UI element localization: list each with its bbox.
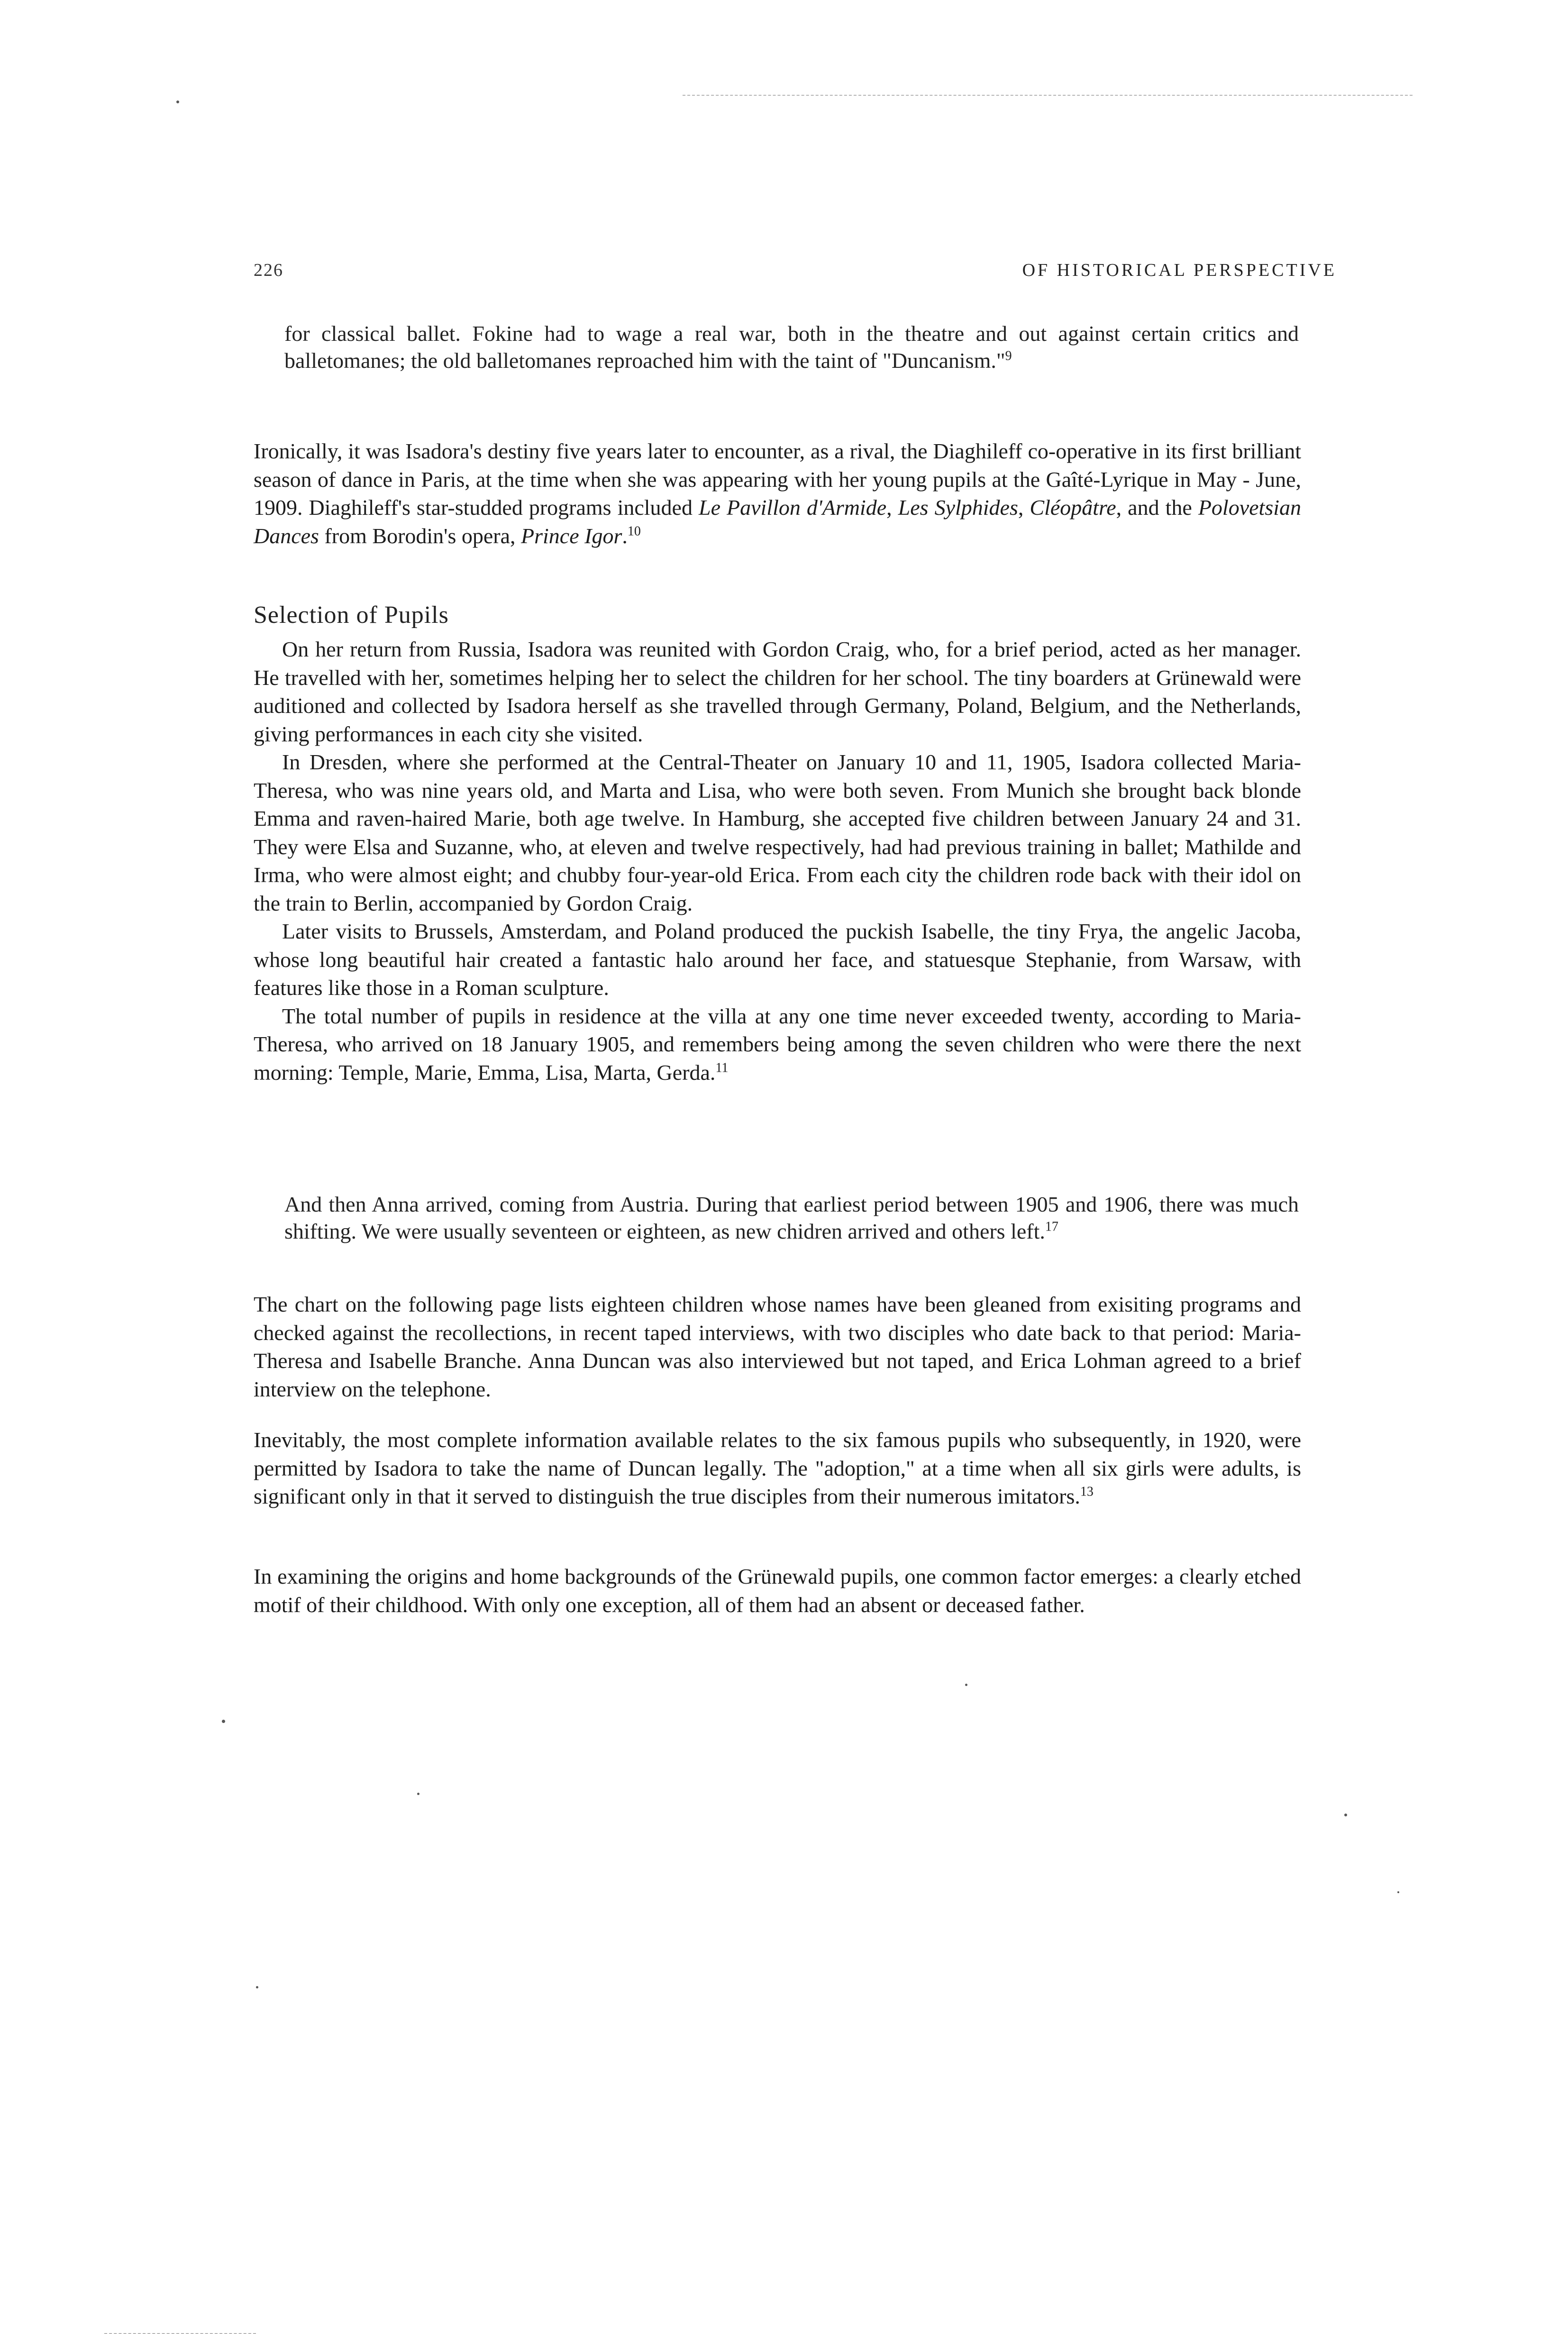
text-run: from Borodin's opera, (319, 523, 521, 548)
text-run: , (886, 495, 898, 520)
quote-fokine-body: for classical ballet. Fokine had to wage a real war, both in the theatre and out against certain critics and balletomanes; the old balletomanes reproached him with the taint of "Duncanism." (284, 321, 1299, 373)
text-run: Ironically, it was Isadora's destiny five years later to encounter, as a rival, the Diaghileff co-operative in its first brilliant season of dance in Paris, at the time when she was appearing with her young pupils at the Gaîté-Lyrique in May - June, 1909. Diaghileff's star-studded programs included (254, 439, 1301, 520)
footnote-ref: 9 (1005, 348, 1012, 364)
page-header (254, 260, 1337, 288)
text-run: , and the (1116, 495, 1198, 520)
paragraph-examining-text: In examining the origins and home backgrounds of the Grünewald pupils, one common factor emerges: a clearly etched motif of their childhood. With only one exception, all of them had an absent or deceased father. (254, 1564, 1301, 1617)
paragraph-ironically-text (254, 437, 1301, 550)
paragraph-total-text: The total number of pupils in residence at the villa at any one time never exceeded twenty, according to Maria-Theresa, who arrived on 18 January 1905, and remembers being among the seven children who were there the next morning: Temple, Marie, Emma, Lisa, Marta, Gerda. (254, 1003, 1301, 1085)
paragraph-inevitably-body: Inevitably, the most complete information available relates to the six famous pupils who subsequently, in 1920, were permitted by Isadora to take the name of Duncan legally. The "adoption," at a time when all six girls were adults, is significant only in that it served to distinguish the true disciples from their numerous imitators. (254, 1428, 1301, 1508)
scan-artifact-line (683, 95, 1413, 96)
scan-artifact-speck (417, 1793, 419, 1795)
paragraph-dresden: In Dresden, where she performed at the Central-Theater on January 10 and 11, 1905, Isadora collected Maria-Theresa, who was nine years old, and Marta and Lisa, who were both seven. From Munich she brought back blonde Emma and raven-haired Marie, both age twelve. In Hamburg, she accepted five children between January 24 and 31. They were Elsa and Suzanne, who, at eleven and twelve respectively, had had previous training in ballet; Mathilde and Irma, who were almost eight; and chubby four-year-old Erica. From each city the children rode back with their idol on the train to Berlin, accompanied by Gordon Craig. (254, 750, 1301, 915)
paragraph-chart (254, 1290, 1301, 1403)
work-title: Les Sylphides (898, 495, 1018, 520)
paragraph-examining (254, 1562, 1301, 1619)
text-run: , (1018, 495, 1030, 520)
paragraph-total-pupils (254, 1002, 1301, 1087)
scan-artifact-speck (256, 1986, 258, 1988)
paragraph-inevitably (254, 1426, 1301, 1511)
quote-anna-body: And then Anna arrived, coming from Austria. During that earliest period between 1905 and 1906, there was much shifting. We were usually seventeen or eighteen, as new chidren arrived and others left. (284, 1192, 1299, 1243)
quote-anna-text (284, 1191, 1299, 1245)
footnote-ref: 10 (627, 524, 641, 539)
scan-artifact-speck (965, 1684, 967, 1686)
work-title: Le Pavillon d'Armide (699, 495, 887, 520)
page-number: 226 (254, 260, 283, 280)
scan-artifact-speck (1397, 1891, 1399, 1893)
section-body (254, 635, 1301, 1086)
paragraph-chart-text: The chart on the following page lists eighteen children whose names have been gleaned from exisiting programs and checked against the recollections, in recent taped interviews, with two disciples who date back to that period: Maria-Theresa and Isabelle Branche. Anna Duncan was also interviewed but not taped, and Erica Lohman agreed to a brief interview on the telephone. (254, 1292, 1301, 1401)
scan-artifact-speck (222, 1720, 225, 1723)
footnote-ref: 17 (1045, 1219, 1058, 1234)
paragraph-ironically (254, 437, 1301, 550)
scan-artifact-speck (1344, 1814, 1347, 1816)
paragraph-return: On her return from Russia, Isadora was reunited with Gordon Craig, who, for a brief period, acted as her manager. He travelled with her, sometimes helping her to select the children for her school. The tiny boarders at Grünewald were auditioned and collected by Isadora herself as she travelled through Germany, Poland, Belgium, and the Netherlands, giving performances in each city she visited. (254, 637, 1301, 746)
running-head: OF HISTORICAL PERSPECTIVE (1022, 260, 1337, 280)
work-title: Cléopâtre (1030, 495, 1116, 520)
scan-artifact-speck (176, 100, 179, 103)
block-quote-fokine (284, 320, 1299, 374)
footnote-ref: 11 (715, 1060, 729, 1076)
quote-fokine-text (284, 320, 1299, 374)
section-heading: Selection of Pupils (254, 602, 449, 629)
work-title: Polovetsian Dances (254, 495, 1302, 548)
block-quote-anna (284, 1191, 1299, 1245)
work-title: Prince Igor (521, 523, 622, 548)
footnote-ref: 13 (1080, 1484, 1094, 1499)
paragraph-later-visits: Later visits to Brussels, Amsterdam, and Poland produced the puckish Isabelle, the tiny Frya, the angelic Jacoba, whose long beautiful hair created a fantastic halo around her face, and statuesque Stephanie, from Warsaw, with features like those in a Roman sculpture. (254, 919, 1301, 1000)
paragraph-inevitably-text (254, 1426, 1301, 1511)
text-run: . (622, 523, 628, 548)
